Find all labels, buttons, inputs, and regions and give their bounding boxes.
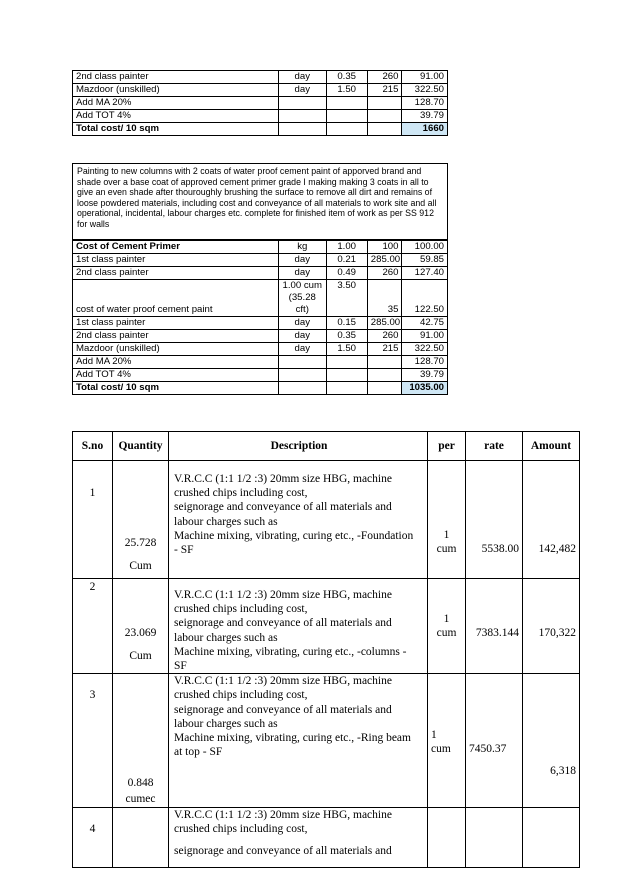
item-unit: day: [278, 330, 326, 343]
total-label: Total cost/ 10 sqm: [73, 382, 279, 395]
col-header-sno: S.no: [73, 432, 113, 461]
row-per-unit: cum: [436, 627, 457, 640]
row-qty: 25.728: [124, 537, 157, 549]
table-row: [73, 356, 448, 369]
row-qty: 0.848: [127, 777, 154, 790]
item-desc: 2nd class painter: [73, 330, 279, 343]
row-per-unit: cum: [436, 543, 457, 556]
item-unit: day: [278, 84, 326, 97]
row-sno: 1: [89, 487, 96, 499]
row-per-unit: cum: [431, 743, 451, 756]
item-unit: [278, 110, 326, 123]
item-qty: [326, 97, 367, 110]
item-rate: 215: [367, 343, 402, 356]
item-amount: 91.00: [402, 71, 448, 84]
item-rate: [367, 356, 402, 369]
item-qty: 1.50: [326, 343, 367, 356]
row-per: 1: [443, 613, 450, 625]
item-qty: 1.00: [326, 241, 367, 254]
item-rate: [367, 110, 402, 123]
row-per: 1: [443, 529, 450, 541]
work-item-description: Painting to new columns with 2 coats of water proof cement paint of apporved brand and shade over a base coat of approved cement primer grade I making making 3 coats in all to give an even shade after thouroughly brushing the surface to remove all dirt and remains of loose powdered materials, including cost and conveyance of all materials to work site and all operational, incidental, labour charges etc. complete for finished item of work as per SS 912 for walls: [72, 163, 448, 240]
table-row: [73, 674, 580, 807]
table-row: [73, 330, 448, 343]
painting-cost-table-1: [72, 70, 448, 136]
row-sno: 4: [89, 822, 96, 835]
table-row: [73, 343, 448, 356]
table-row: [73, 84, 448, 97]
item-amount: 128.70: [402, 356, 448, 369]
item-rate: 260: [367, 330, 402, 343]
row-description: V.R.C.C (1:1 1/2 :3) 20mm size HBG, machine crushed chips including cost, seignorage and conveyance of all materials and labour charges such as Machine mixing, vibrating, curing etc., -Ring beam at top - SF: [174, 675, 411, 759]
item-unit: day: [278, 317, 326, 330]
item-amount: 322.50: [402, 343, 448, 356]
item-rate: 35: [367, 280, 402, 317]
item-qty: 3.50: [326, 280, 367, 317]
total-row: [73, 123, 448, 136]
row-rate: 5538.00: [481, 543, 519, 555]
table-row: [73, 71, 448, 84]
item-rate: 260: [367, 71, 402, 84]
painting-cost-table-2: [72, 240, 448, 395]
item-qty: [326, 369, 367, 382]
item-rate: 285.00: [367, 254, 402, 267]
item-qty: 0.35: [326, 330, 367, 343]
item-amount: 59.85: [402, 254, 448, 267]
row-amount: 142,482: [538, 543, 576, 555]
item-qty: [326, 110, 367, 123]
item-desc: Mazdoor (unskilled): [73, 343, 279, 356]
table-row: [73, 317, 448, 330]
item-unit: day: [278, 267, 326, 280]
item-desc: 1st class painter: [73, 317, 279, 330]
item-rate: [367, 97, 402, 110]
row-qty-unit: cumec: [125, 793, 156, 806]
vrcc-estimate-table: [72, 431, 580, 868]
row-sno: 2: [89, 581, 96, 593]
item-amount: 100.00: [402, 241, 448, 254]
item-unit: 1.00 cum (35.28 cft): [278, 280, 326, 317]
item-qty: 0.49: [326, 267, 367, 280]
item-desc: Add MA 20%: [73, 97, 279, 110]
item-desc: Add MA 20%: [73, 356, 279, 369]
row-sno: 3: [89, 689, 96, 702]
item-desc: Add TOT 4%: [73, 110, 279, 123]
item-amount: 127.40: [402, 267, 448, 280]
header-row: [73, 432, 580, 461]
row-qty: 23.069: [124, 627, 157, 639]
col-header-quantity: Quantity: [113, 432, 169, 461]
item-qty: 1.50: [326, 84, 367, 97]
item-unit: day: [278, 254, 326, 267]
item-qty: 0.35: [326, 71, 367, 84]
item-amount: 122.50: [402, 280, 448, 317]
total-row: [73, 382, 448, 395]
total-amount: 1660: [402, 123, 448, 136]
row-description: V.R.C.C (1:1 1/2 :3) 20mm size HBG, machine crushed chips including cost, seignorage and conveyance of all materials and labour charges such as Machine mixing, vibrating, curing etc., -columns - SF: [174, 589, 407, 673]
item-desc: Add TOT 4%: [73, 369, 279, 382]
item-qty: 0.15: [326, 317, 367, 330]
row-qty-unit: Cum: [129, 650, 152, 663]
table-row: [73, 267, 448, 280]
item-desc: cost of water proof cement paint: [73, 280, 279, 317]
table-row: [73, 579, 580, 674]
item-desc: 1st class painter: [73, 254, 279, 267]
table-row: [73, 110, 448, 123]
table-row: [73, 369, 448, 382]
table-row: [73, 97, 448, 110]
row-rate: 7450.37: [469, 743, 507, 756]
item-unit: [278, 97, 326, 110]
table-row: [73, 241, 448, 254]
item-unit: day: [278, 71, 326, 84]
col-header-description: Description: [169, 432, 428, 461]
item-unit: kg: [278, 241, 326, 254]
item-amount: 42.75: [402, 317, 448, 330]
item-unit: [278, 369, 326, 382]
col-header-rate: rate: [466, 432, 523, 461]
item-qty: [326, 356, 367, 369]
item-amount: 39.79: [402, 369, 448, 382]
item-rate: [367, 369, 402, 382]
row-amount: 6,318: [550, 765, 576, 778]
item-desc: 2nd class painter: [73, 267, 279, 280]
item-desc: Cost of Cement Primer: [73, 241, 279, 254]
item-unit: day: [278, 343, 326, 356]
item-unit: [278, 356, 326, 369]
item-amount: 322.50: [402, 84, 448, 97]
total-label: Total cost/ 10 sqm: [73, 123, 279, 136]
item-rate: 215: [367, 84, 402, 97]
table-row: [73, 461, 580, 579]
col-header-amount: Amount: [523, 432, 580, 461]
item-rate: 285.00: [367, 317, 402, 330]
item-desc: Mazdoor (unskilled): [73, 84, 279, 97]
row-qty-unit: Cum: [129, 560, 152, 573]
table-row: [73, 280, 448, 317]
total-amount: 1035.00: [402, 382, 448, 395]
table-row: [73, 254, 448, 267]
table-row: [73, 807, 580, 867]
row-description: V.R.C.C (1:1 1/2 :3) 20mm size HBG, machine crushed chips including cost, seignorage and conveyance of all materials and labour charges such as Machine mixing, vibrating, curing etc., -Foundation - SF: [174, 473, 414, 557]
row-rate: 7383.144: [475, 627, 519, 639]
item-amount: 39.79: [402, 110, 448, 123]
col-header-per: per: [428, 432, 466, 461]
item-amount: 128.70: [402, 97, 448, 110]
item-rate: 260: [367, 267, 402, 280]
row-amount: 170,322: [538, 627, 576, 639]
item-amount: 91.00: [402, 330, 448, 343]
item-desc: 2nd class painter: [73, 71, 279, 84]
item-qty: 0.21: [326, 254, 367, 267]
item-rate: 100: [367, 241, 402, 254]
row-per: 1: [431, 729, 437, 742]
row-description: V.R.C.C (1:1 1/2 :3) 20mm size HBG, machine crushed chips including cost, seignorage and conveyance of all materials and: [174, 808, 392, 858]
